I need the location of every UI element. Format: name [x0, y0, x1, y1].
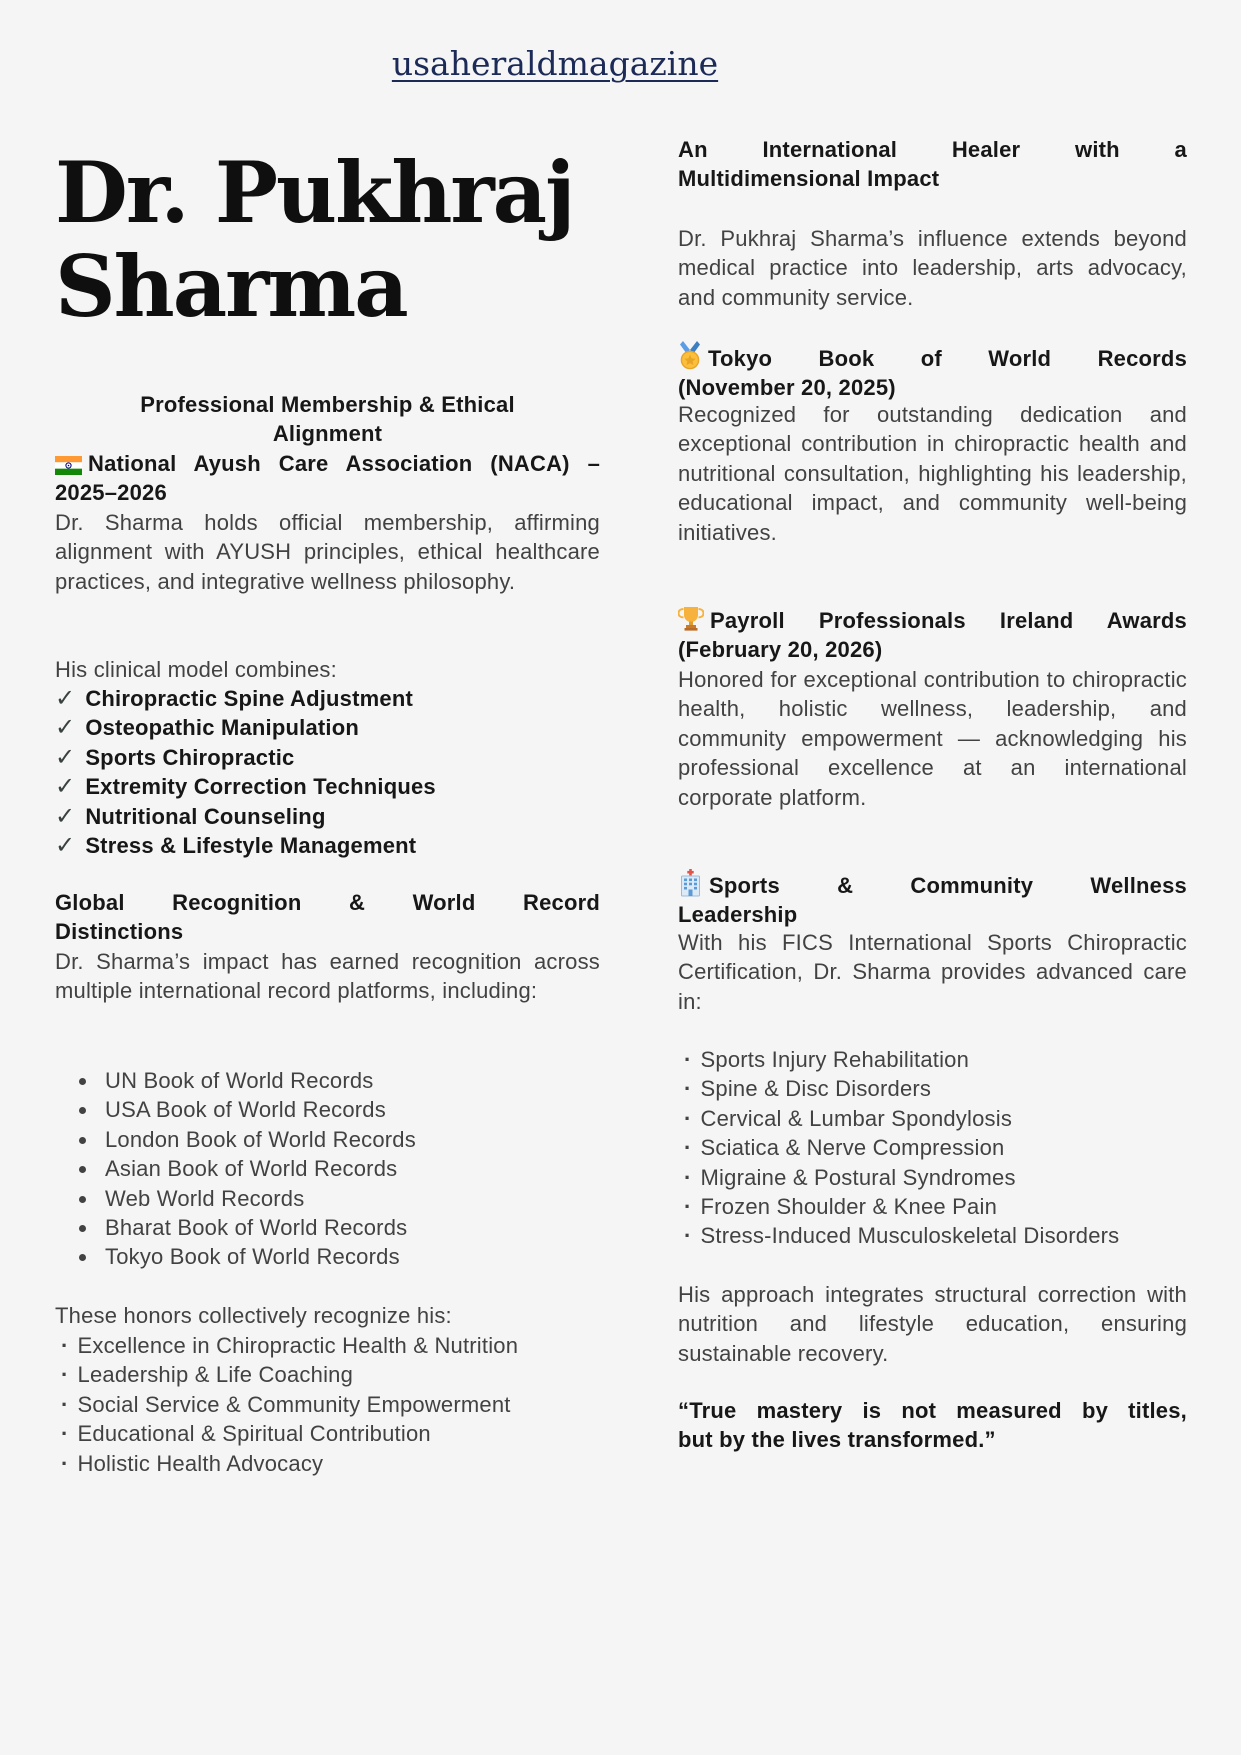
- checklist-item: ✓ Osteopathic Manipulation: [55, 714, 360, 742]
- list-item: • Bharat Book of World Records: [99, 1213, 644, 1242]
- list-item: • Web World Records: [99, 1184, 644, 1213]
- checklist-item: ✓ Nutritional Counseling: [55, 802, 326, 830]
- clinical-checklist: [55, 684, 600, 860]
- check-icon: ✓: [55, 802, 76, 830]
- approach-body: His approach integrates structural correction with nutrition and lifestyle education, ensuring sustainable recovery.: [678, 1282, 1187, 1366]
- honors-intro: These honors collectively recognize his:: [55, 1303, 452, 1328]
- list-item: · Social Service & Community Empowerment: [55, 1390, 600, 1419]
- record-platforms-list: [55, 1066, 644, 1272]
- trophy-icon: [678, 606, 704, 632]
- page-title-line2: Sharma: [55, 237, 407, 336]
- list-item: • London Book of World Records: [99, 1125, 644, 1154]
- medal-icon: [678, 341, 702, 370]
- india-flag-icon: [55, 456, 82, 475]
- list-item: · Cervical & Lumbar Spondylosis: [678, 1104, 1187, 1133]
- list-item: • USA Book of World Records: [99, 1095, 644, 1124]
- list-item: • Tokyo Book of World Records: [99, 1242, 644, 1271]
- list-item: · Migraine & Postural Syndromes: [678, 1163, 1187, 1192]
- recognition-body: Dr. Sharma’s impact has earned recognition across multiple international record platforms, including:: [55, 949, 600, 1004]
- checklist-item: ✓ Chiropractic Spine Adjustment: [55, 685, 414, 712]
- honors-list: [55, 1331, 600, 1478]
- award-heading-payroll: Payroll Professionals Ireland Awards (February 20, 2026): [678, 608, 1187, 663]
- award-body-payroll: Honored for exceptional contribution to chiropractic health, holistic wellness, leadership, and community empowerment — acknowledging his professional excellence at an international corporate platform.: [678, 667, 1187, 810]
- checklist-item: ✓ Extremity Correction Techniques: [55, 773, 436, 801]
- checklist-item: ✓ Sports Chiropractic: [55, 743, 295, 771]
- left-column: [55, 0, 600, 1755]
- list-item: • UN Book of World Records: [99, 1066, 644, 1095]
- award-body-sports: With his FICS International Sports Chiropractic Certification, Dr. Sharma provides advanced care in:: [678, 930, 1187, 1014]
- check-icon: ✓: [55, 714, 76, 742]
- membership-body: Dr. Sharma holds official membership, affirming alignment with AYUSH principles, ethical healthcare practices, and integrative wellness philosophy.: [55, 510, 600, 594]
- check-icon: ✓: [55, 743, 76, 771]
- hospital-icon: [678, 869, 703, 897]
- check-icon: ✓: [55, 685, 76, 712]
- check-icon: ✓: [55, 832, 76, 860]
- page-title: [55, 143, 600, 336]
- list-item: · Sports Injury Rehabilitation: [678, 1045, 1187, 1074]
- list-item: · Leadership & Life Coaching: [55, 1360, 600, 1389]
- membership-heading: Professional Membership & Ethical Alignment: [140, 392, 515, 447]
- award-heading-sports: Sports & Community Wellness Leadership: [678, 869, 1187, 930]
- award-body-tokyo: Recognized for outstanding dedication and exceptional contribution in chiropractic health and nutritional consultation, highlighting his leadership, educational impact, and community well-being initiatives.: [678, 402, 1187, 545]
- list-item: · Sciatica & Nerve Compression: [678, 1133, 1187, 1162]
- list-item: · Holistic Health Advocacy: [55, 1449, 600, 1478]
- pull-quote: “True mastery is not measured by titles, but by the lives transformed.”: [678, 1398, 1187, 1453]
- list-item: • Asian Book of World Records: [99, 1154, 644, 1183]
- masthead-link[interactable]: usaheraldmagazine: [391, 44, 719, 83]
- naca-heading: National Ayush Care Association (NACA) – 2025–2026: [55, 451, 600, 506]
- list-item: · Stress-Induced Musculoskeletal Disorders: [678, 1221, 1187, 1250]
- award-heading-tokyo: Tokyo Book of World Records (November 20, 2025): [678, 341, 1187, 403]
- intro-heading: An International Healer with a Multidimensional Impact: [678, 137, 1187, 192]
- page-title-line1: Dr. Pukhraj: [55, 143, 574, 242]
- list-item: · Spine & Disc Disorders: [678, 1074, 1187, 1103]
- right-column: [678, 0, 1187, 1755]
- care-list: [678, 1045, 1187, 1251]
- intro-body: Dr. Pukhraj Sharma’s influence extends beyond medical practice into leadership, arts advocacy, and community service.: [678, 226, 1187, 310]
- list-item: · Frozen Shoulder & Knee Pain: [678, 1192, 1187, 1221]
- check-icon: ✓: [55, 773, 76, 801]
- clinical-intro: His clinical model combines:: [55, 657, 337, 682]
- list-item: · Excellence in Chiropractic Health & Nutrition: [55, 1331, 600, 1360]
- checklist-item: ✓ Stress & Lifestyle Management: [55, 832, 417, 860]
- recognition-heading: Global Recognition & World Record Distinctions: [55, 890, 600, 945]
- list-item: · Educational & Spiritual Contribution: [55, 1419, 600, 1448]
